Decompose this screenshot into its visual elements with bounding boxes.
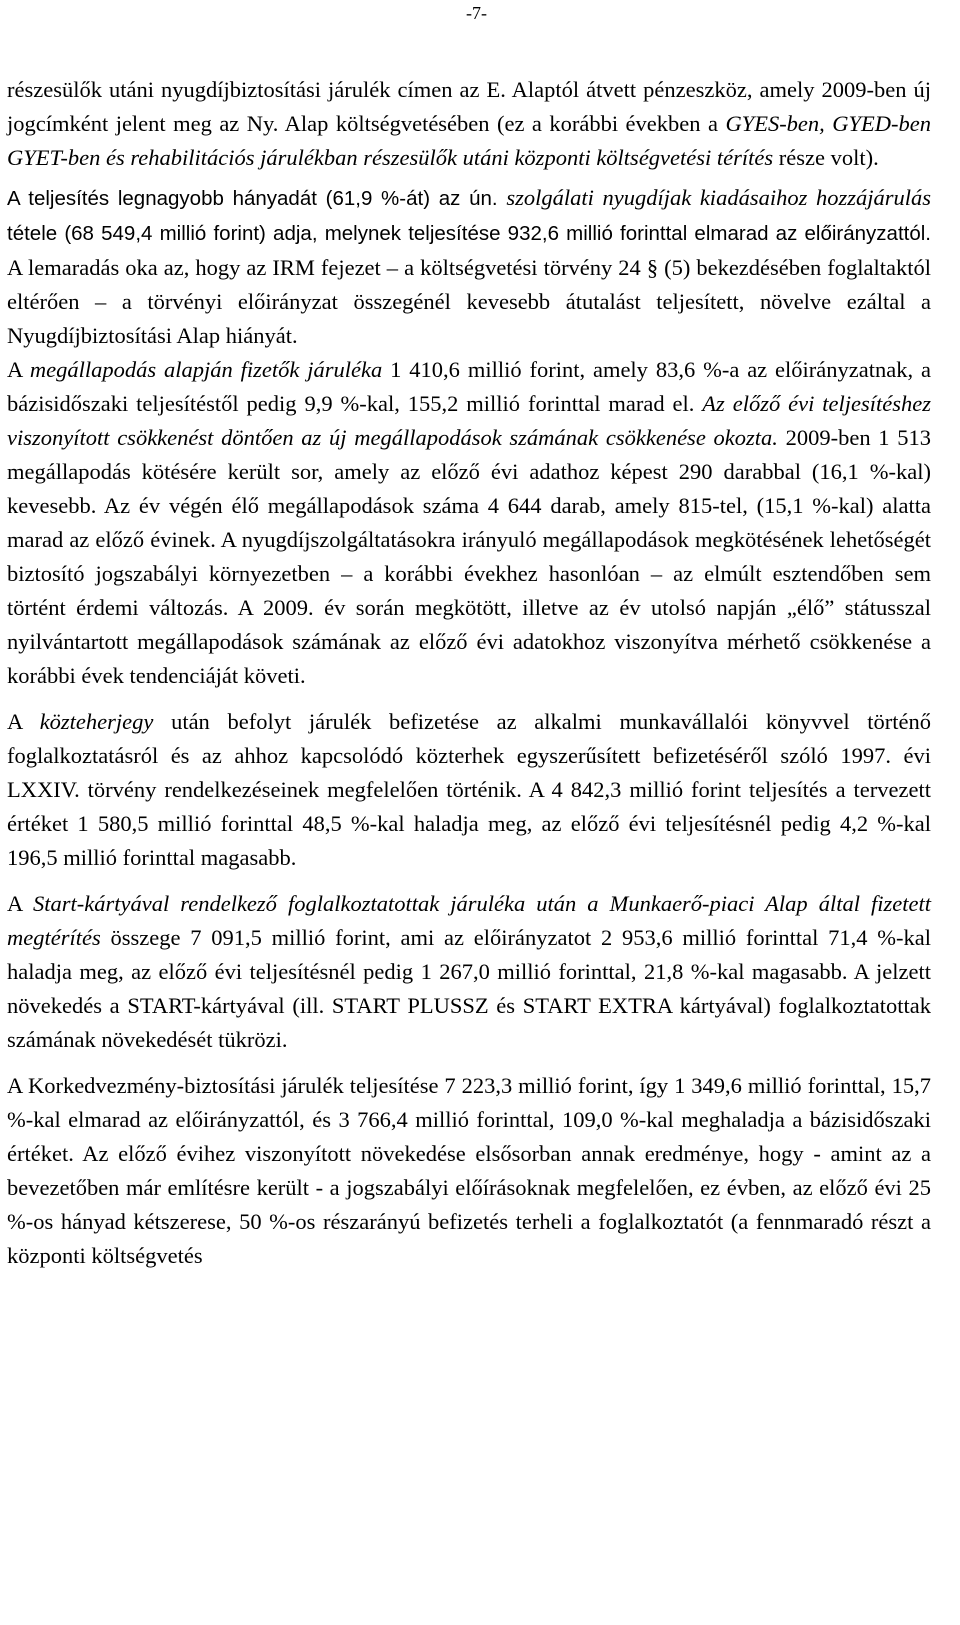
- text-segment: része volt).: [773, 145, 879, 170]
- text-segment: A: [7, 357, 30, 382]
- paragraph-alap-transfer: [7, 73, 931, 175]
- paragraph-agreements: [7, 353, 931, 693]
- paragraph-service-pensions: [7, 181, 931, 353]
- text-segment: A lemaradás oka az, hogy az IRM fejezet – a költségvetési törvény 24 § (5) bekezdésében foglaltaktól eltérően – a törvényi előirányzat összegénél kevesebb átutalást teljesített, növelve ezáltal a Nyugdíjbiztosítási Alap hiányát.: [7, 255, 931, 348]
- text-segment: A: [7, 709, 40, 734]
- paragraph-public-burden-stamp: [7, 705, 931, 875]
- text-segment: összege 7 091,5 millió forint, ami az előirányzatot 2 953,6 millió forinttal 71,4 %-kal haladja meg, az előző évi teljesítésnél pedig 1 267,0 millió forinttal, 21,8 %-kal magasabb. A jelzett növekedés a START-kártyával (ill. START PLUSSZ és START EXTRA kártyával) foglalkoztatottak számának növekedését tükrözi.: [7, 925, 931, 1052]
- text-segment-italic: Az előző évi teljesítéshez viszonyított csökkenést döntően az új megállapodások számának csökkenése okozta.: [7, 391, 931, 450]
- text-segment: tétele (68 549,4 millió forint) adja, melynek teljesítése 932,6 millió forinttal elmarad az előirányzattól.: [7, 222, 931, 245]
- text-segment: után befolyt járulék befizetése az alkalmi munkavállalói könyvvel történő foglalkoztatásról és az ahhoz kapcsolódó közterhek egyszerűsített befizetéséről szóló 1997. évi LXXIV. törvény rendelkezéseinek megfelelően történik. A 4 842,3 millió forint teljesítés a tervezett értéket 1 580,5 millió forinttal 48,5 %-kal haladja meg, az előző évi teljesítésnél pedig 4,2 %-kal 196,5 millió forinttal magasabb.: [7, 709, 931, 870]
- text-segment: A: [7, 891, 34, 916]
- paragraph-start-card: [7, 887, 931, 1057]
- text-segment-italic: közteherjegy: [39, 709, 154, 734]
- paragraph-early-retirement: [7, 1069, 931, 1273]
- page-number: -7-: [466, 3, 487, 23]
- text-segment-italic: GYES-ben, GYED-ben GYET-ben és rehabilitációs járulékban részesülők utáni központi költségvetési térítés: [7, 111, 931, 170]
- text-segment-italic: Start-kártyával rendelkező foglalkoztatottak járuléka után a Munkaerő-piaci Alap által fizetett megtérítés: [7, 891, 931, 950]
- text-segment-italic: szolgálati nyugdíjak kiadásaihoz hozzájárulás: [506, 185, 931, 210]
- text-segment: részesülők utáni nyugdíjbiztosítási járulék címen az E. Alaptól átvett pénzeszköz, amely 2009-ben új jogcímként jelent meg az Ny. Alap költségvetésében (ez a korábbi években a: [7, 77, 931, 136]
- text-segment-italic: megállapodás alapján fizetők járuléka: [29, 357, 383, 382]
- text-segment: 1 410,6 millió forint, amely 83,6 %-a az előirányzatnak, a bázisidőszaki teljesítéstől pedig 9,9 %-kal, 155,2 millió forinttal marad el.: [7, 357, 931, 416]
- text-segment: 2009-ben 1 513 megállapodás kötésére került sor, amely az előző évi adathoz képest 290 darabbal (16,1 %-kal) kevesebb. Az év végén élő megállapodások száma 4 644 darab, amely 815-tel, (15,1 %-kal) alatta marad az előző évinek. A nyugdíjszolgáltatásokra irányuló megállapodások megkötésének lehetőségét biztosító jogszabályi környezetben – a korábbi évekhez hasonlóan – az elmúlt esztendőben sem történt érdemi változás. A 2009. év során megkötött, illetve az év utolsó napján „élő” státusszal nyilvántartott megállapodások számának az előző évi adatokhoz viszonyítva mérhető csökkenése a korábbi évek tendenciáját követi.: [7, 425, 931, 688]
- document-body: [7, 73, 931, 1273]
- text-segment: A teljesítés legnagyobb hányadát (61,9 %-át) az ún.: [7, 187, 507, 210]
- text-segment: A Korkedvezmény-biztosítási járulék teljesítése 7 223,3 millió forint, így 1 349,6 millió forinttal, 15,7 %-kal elmarad az előirányzattól, és 3 766,4 millió forinttal, 109,0 %-kal meghaladja a bázisidőszaki értéket. Az előző évihez viszonyított növekedése elsősorban annak eredménye, hogy - amint az a bevezetőben már említésre került - a jogszabályi előírásoknak megfelelően, ez évben, az előző évi 25 %-os hányad kétszerese, 50 %-os részarányú befizetés terheli a foglalkoztatót (a fennmaradó részt a központi költségvetés: [7, 1073, 931, 1268]
